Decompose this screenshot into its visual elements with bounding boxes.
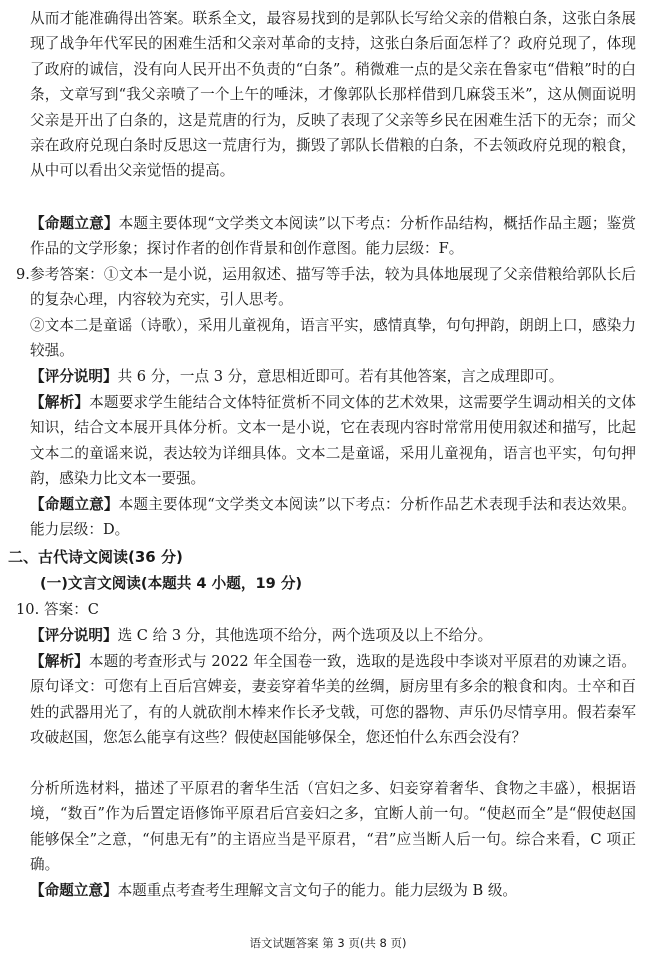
intent-tag: 【命题立意】 <box>30 496 119 513</box>
q10-scoring-paragraph <box>30 623 636 648</box>
scoring-text: 共 6 分，一点 3 分，意思相近即可。若有其他答案，言之成理即可。 <box>117 368 564 385</box>
analysis-text: 本题要求学生能结合文体特征赏析不同文体的艺术效果，这需要学生调动相关的文体知识，结合文本展开具体分析。文本一是小说，它在表现内容时常常用使用叙述和描写，比起文本二的童谣来说，表达较为详细具体。文本二是童谣，采用儿童视角，语言也平实，句句押韵，感染力比文本一要强。 <box>30 394 636 488</box>
q10-answer: 答案：C <box>44 601 99 618</box>
subsection-heading: (一)文言文阅读(本题共 4 小题，19 分) <box>40 575 303 592</box>
q8-intent-paragraph <box>30 211 636 262</box>
q10-analysis-paragraph-2: 分析所选材料，描述了平原君的奢华生活（宫妇之多、妇妾穿着奢华、食物之丰盛），根据语境，“数百”作为后置定语修饰平原君后宫妾妇之多，宜断人前一句。“使赵而全”是“假使赵国能够保全”之意，“何患无有”的主语应当是平原君，“君”应当断人后一句。综合来看，C 项正确。 <box>30 780 636 874</box>
intent-text: 本题重点考查考生理解文言文句子的能力。能力层级为 B 级。 <box>117 882 518 899</box>
intent-tag: 【命题立意】 <box>30 215 119 232</box>
q9-intent-paragraph <box>30 492 636 543</box>
scoring-tag: 【评分说明】 <box>30 627 118 644</box>
question-number-9: 9. <box>16 266 30 283</box>
scoring-tag: 【评分说明】 <box>30 368 118 385</box>
analysis-text: 本题的考查形式与 2022 年全国卷一致，选取的是选段中李谈对平原君的劝谏之语。原句译文：可您有上百后宫婢妾，妻妾穿着华美的丝绸，厨房里有多余的粮食和肉。士卒和百姓的武器用光了，有的人就砍削木棒来作长矛戈戟，可您的器物、声乐仍尽情享用。假若秦军攻破赵国，您怎么能享有这些？假使赵国能够保全，您还怕什么东西会没有？ <box>30 653 636 747</box>
continued-answer-paragraph: 从而才能准确得出答案。联系全文，最容易找到的是郭队长写给父亲的借粮白条，这张白条展现了战争年代军民的困难生活和父亲对革命的支持，这张白条后面怎样了？政府兑现了，体现了政府的诚信，没有向人民开出不负责的“白条”。稍微难一点的是父亲在鲁家屯“借粮”时的白条，文章写到“我父亲喷了一个上午的唾沫，才像郭队长那样借到几麻袋玉米”，这从侧面说明父亲是开出了白条的，这是荒唐的行为，反映了表现了父亲等乡民在困难生活下的无奈；而父亲在政府兑现白条时反思这一荒唐行为，撕毁了郭队长借粮的白条，不去领政府兑现的粮食，从中可以看出父亲觉悟的提高。 <box>30 10 636 180</box>
scoring-text: 选 C 给 3 分，其他选项不给分，两个选项及以上不给分。 <box>117 627 493 644</box>
intent-text: 本题主要体现“文学类文本阅读”以下考点：分析作品艺术表现手法和表达效果。能力层级：D。 <box>30 496 636 539</box>
q10-intent-paragraph <box>30 878 636 903</box>
intent-text: 本题主要体现“文学类文本阅读”以下考点：分析作品结构，概括作品主题；鉴赏作品的文学形象；探讨作者的创作背景和创作意图。能力层级：F。 <box>30 215 636 258</box>
q9-answer-1: 参考答案：①文本一是小说，运用叙述、描写等手法，较为具体地展现了父亲借粮给郭队长后的复杂心理，内容较为充实，引人思考。 <box>30 266 636 309</box>
q9-scoring-paragraph <box>30 364 636 389</box>
page-footer: 语文试题答案 第 3 页(共 8 页) <box>249 936 407 950</box>
analysis-tag: 【解析】 <box>30 394 90 411</box>
q9-analysis-paragraph <box>30 390 636 492</box>
analysis-tag: 【解析】 <box>30 653 89 670</box>
q10-analysis-paragraph <box>30 649 636 751</box>
question-number-10: 10. <box>16 601 40 618</box>
intent-tag: 【命题立意】 <box>30 882 118 899</box>
section-heading: 二、古代诗文阅读(36 分) <box>8 548 183 566</box>
q9-answer-2: ②文本二是童谣（诗歌），采用儿童视角，语言平实，感情真挚，句句押韵，朗朗上口，感染力较强。 <box>30 317 636 360</box>
